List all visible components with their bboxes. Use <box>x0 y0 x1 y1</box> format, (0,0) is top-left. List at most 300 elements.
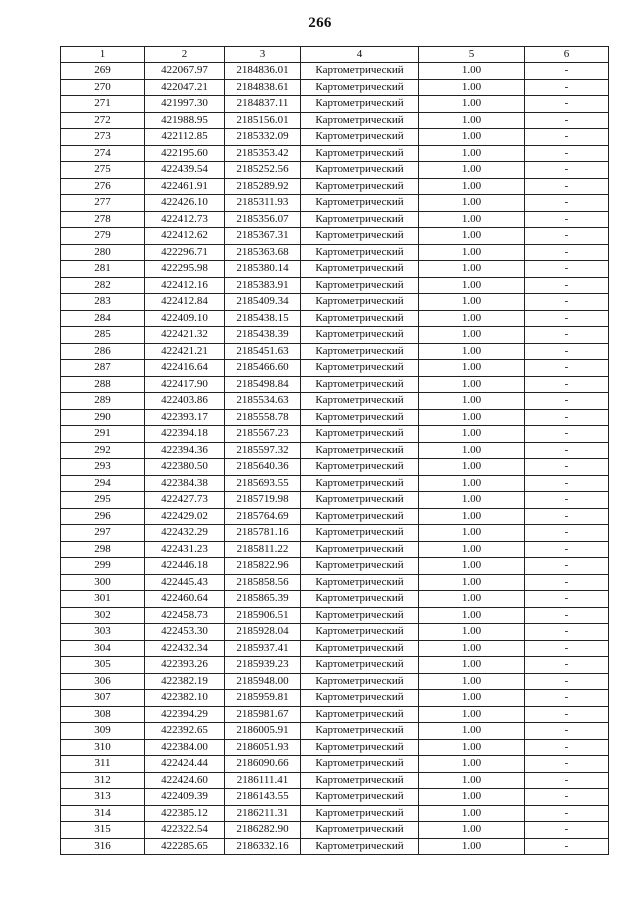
point-number-cell: 297 <box>61 525 145 542</box>
table-row <box>61 211 609 228</box>
method-cell: Картометрический <box>301 376 419 393</box>
x-coordinate-cell: 422439.54 <box>145 162 225 179</box>
point-number-cell: 299 <box>61 558 145 575</box>
x-coordinate-cell: 422385.12 <box>145 805 225 822</box>
accuracy-cell: 1.00 <box>419 690 525 707</box>
coordinates-table <box>60 46 609 855</box>
accuracy-cell: 1.00 <box>419 145 525 162</box>
point-number-cell: 304 <box>61 640 145 657</box>
table-row <box>61 756 609 773</box>
point-number-cell: 278 <box>61 211 145 228</box>
note-cell: - <box>525 162 609 179</box>
point-number-cell: 284 <box>61 310 145 327</box>
accuracy-cell: 1.00 <box>419 607 525 624</box>
table-row <box>61 195 609 212</box>
method-cell: Картометрический <box>301 244 419 261</box>
note-cell: - <box>525 706 609 723</box>
table-row <box>61 63 609 80</box>
accuracy-cell: 1.00 <box>419 211 525 228</box>
table-row <box>61 541 609 558</box>
method-cell: Картометрический <box>301 426 419 443</box>
column-header: 4 <box>301 47 419 63</box>
table-row <box>61 393 609 410</box>
accuracy-cell: 1.00 <box>419 789 525 806</box>
note-cell: - <box>525 211 609 228</box>
note-cell: - <box>525 723 609 740</box>
y-coordinate-cell: 2184837.11 <box>225 96 301 113</box>
table-row <box>61 772 609 789</box>
note-cell: - <box>525 327 609 344</box>
accuracy-cell: 1.00 <box>419 393 525 410</box>
method-cell: Картометрический <box>301 789 419 806</box>
table-row <box>61 838 609 855</box>
point-number-cell: 269 <box>61 63 145 80</box>
note-cell: - <box>525 178 609 195</box>
method-cell: Картометрический <box>301 492 419 509</box>
table-row <box>61 591 609 608</box>
x-coordinate-cell: 422394.36 <box>145 442 225 459</box>
accuracy-cell: 1.00 <box>419 640 525 657</box>
y-coordinate-cell: 2186282.90 <box>225 822 301 839</box>
method-cell: Картометрический <box>301 211 419 228</box>
column-header: 5 <box>419 47 525 63</box>
x-coordinate-cell: 422112.85 <box>145 129 225 146</box>
method-cell: Картометрический <box>301 409 419 426</box>
method-cell: Картометрический <box>301 475 419 492</box>
table-row <box>61 360 609 377</box>
point-number-cell: 283 <box>61 294 145 311</box>
y-coordinate-cell: 2185939.23 <box>225 657 301 674</box>
x-coordinate-cell: 422432.34 <box>145 640 225 657</box>
y-coordinate-cell: 2185719.98 <box>225 492 301 509</box>
table-row <box>61 640 609 657</box>
point-number-cell: 288 <box>61 376 145 393</box>
point-number-cell: 313 <box>61 789 145 806</box>
note-cell: - <box>525 294 609 311</box>
method-cell: Картометрический <box>301 310 419 327</box>
method-cell: Картометрический <box>301 96 419 113</box>
method-cell: Картометрический <box>301 723 419 740</box>
y-coordinate-cell: 2185597.32 <box>225 442 301 459</box>
table-row <box>61 178 609 195</box>
accuracy-cell: 1.00 <box>419 79 525 96</box>
x-coordinate-cell: 422393.26 <box>145 657 225 674</box>
x-coordinate-cell: 422460.64 <box>145 591 225 608</box>
point-number-cell: 301 <box>61 591 145 608</box>
y-coordinate-cell: 2185311.93 <box>225 195 301 212</box>
note-cell: - <box>525 360 609 377</box>
y-coordinate-cell: 2185363.68 <box>225 244 301 261</box>
method-cell: Картометрический <box>301 508 419 525</box>
point-number-cell: 285 <box>61 327 145 344</box>
x-coordinate-cell: 422285.65 <box>145 838 225 855</box>
table-row <box>61 343 609 360</box>
point-number-cell: 311 <box>61 756 145 773</box>
method-cell: Картометрический <box>301 277 419 294</box>
y-coordinate-cell: 2185906.51 <box>225 607 301 624</box>
column-header: 1 <box>61 47 145 63</box>
accuracy-cell: 1.00 <box>419 244 525 261</box>
accuracy-cell: 1.00 <box>419 492 525 509</box>
table-row <box>61 525 609 542</box>
accuracy-cell: 1.00 <box>419 508 525 525</box>
y-coordinate-cell: 2186090.66 <box>225 756 301 773</box>
table-row <box>61 261 609 278</box>
point-number-cell: 310 <box>61 739 145 756</box>
method-cell: Картометрический <box>301 343 419 360</box>
note-cell: - <box>525 261 609 278</box>
accuracy-cell: 1.00 <box>419 558 525 575</box>
point-number-cell: 294 <box>61 475 145 492</box>
method-cell: Картометрический <box>301 624 419 641</box>
y-coordinate-cell: 2184836.01 <box>225 63 301 80</box>
y-coordinate-cell: 2185451.63 <box>225 343 301 360</box>
accuracy-cell: 1.00 <box>419 822 525 839</box>
method-cell: Картометрический <box>301 673 419 690</box>
accuracy-cell: 1.00 <box>419 673 525 690</box>
accuracy-cell: 1.00 <box>419 426 525 443</box>
point-number-cell: 298 <box>61 541 145 558</box>
point-number-cell: 280 <box>61 244 145 261</box>
x-coordinate-cell: 421988.95 <box>145 112 225 129</box>
accuracy-cell: 1.00 <box>419 96 525 113</box>
y-coordinate-cell: 2185534.63 <box>225 393 301 410</box>
accuracy-cell: 1.00 <box>419 310 525 327</box>
table-row <box>61 657 609 674</box>
table-body <box>61 63 609 855</box>
note-cell: - <box>525 756 609 773</box>
x-coordinate-cell: 422296.71 <box>145 244 225 261</box>
point-number-cell: 306 <box>61 673 145 690</box>
point-number-cell: 282 <box>61 277 145 294</box>
point-number-cell: 287 <box>61 360 145 377</box>
x-coordinate-cell: 422446.18 <box>145 558 225 575</box>
column-header: 6 <box>525 47 609 63</box>
note-cell: - <box>525 772 609 789</box>
table-row <box>61 277 609 294</box>
y-coordinate-cell: 2185937.41 <box>225 640 301 657</box>
method-cell: Картометрический <box>301 690 419 707</box>
note-cell: - <box>525 607 609 624</box>
table-row <box>61 475 609 492</box>
table-row <box>61 145 609 162</box>
y-coordinate-cell: 2186111.41 <box>225 772 301 789</box>
table-row <box>61 244 609 261</box>
table-row <box>61 690 609 707</box>
note-cell: - <box>525 673 609 690</box>
x-coordinate-cell: 422424.60 <box>145 772 225 789</box>
point-number-cell: 274 <box>61 145 145 162</box>
accuracy-cell: 1.00 <box>419 475 525 492</box>
x-coordinate-cell: 422409.10 <box>145 310 225 327</box>
method-cell: Картометрический <box>301 393 419 410</box>
accuracy-cell: 1.00 <box>419 756 525 773</box>
point-number-cell: 281 <box>61 261 145 278</box>
x-coordinate-cell: 422403.86 <box>145 393 225 410</box>
point-number-cell: 295 <box>61 492 145 509</box>
point-number-cell: 308 <box>61 706 145 723</box>
y-coordinate-cell: 2185367.31 <box>225 228 301 245</box>
accuracy-cell: 1.00 <box>419 624 525 641</box>
y-coordinate-cell: 2185438.39 <box>225 327 301 344</box>
x-coordinate-cell: 422458.73 <box>145 607 225 624</box>
y-coordinate-cell: 2185558.78 <box>225 409 301 426</box>
method-cell: Картометрический <box>301 541 419 558</box>
point-number-cell: 307 <box>61 690 145 707</box>
note-cell: - <box>525 96 609 113</box>
table-row <box>61 805 609 822</box>
x-coordinate-cell: 422412.84 <box>145 294 225 311</box>
point-number-cell: 302 <box>61 607 145 624</box>
accuracy-cell: 1.00 <box>419 541 525 558</box>
point-number-cell: 316 <box>61 838 145 855</box>
note-cell: - <box>525 79 609 96</box>
accuracy-cell: 1.00 <box>419 178 525 195</box>
note-cell: - <box>525 739 609 756</box>
note-cell: - <box>525 574 609 591</box>
y-coordinate-cell: 2186051.93 <box>225 739 301 756</box>
accuracy-cell: 1.00 <box>419 739 525 756</box>
note-cell: - <box>525 228 609 245</box>
accuracy-cell: 1.00 <box>419 343 525 360</box>
point-number-cell: 309 <box>61 723 145 740</box>
note-cell: - <box>525 624 609 641</box>
y-coordinate-cell: 2185981.67 <box>225 706 301 723</box>
table-row <box>61 492 609 509</box>
note-cell: - <box>525 426 609 443</box>
table-row <box>61 376 609 393</box>
note-cell: - <box>525 822 609 839</box>
y-coordinate-cell: 2185383.91 <box>225 277 301 294</box>
x-coordinate-cell: 422431.23 <box>145 541 225 558</box>
x-coordinate-cell: 422424.44 <box>145 756 225 773</box>
table-row <box>61 574 609 591</box>
y-coordinate-cell: 2185959.81 <box>225 690 301 707</box>
y-coordinate-cell: 2186143.55 <box>225 789 301 806</box>
table-row <box>61 96 609 113</box>
table-row <box>61 723 609 740</box>
method-cell: Картометрический <box>301 822 419 839</box>
x-coordinate-cell: 422416.64 <box>145 360 225 377</box>
method-cell: Картометрический <box>301 706 419 723</box>
accuracy-cell: 1.00 <box>419 228 525 245</box>
table-row <box>61 426 609 443</box>
note-cell: - <box>525 640 609 657</box>
y-coordinate-cell: 2185252.56 <box>225 162 301 179</box>
method-cell: Картометрический <box>301 63 419 80</box>
y-coordinate-cell: 2185781.16 <box>225 525 301 542</box>
note-cell: - <box>525 145 609 162</box>
method-cell: Картометрический <box>301 657 419 674</box>
table-row <box>61 739 609 756</box>
y-coordinate-cell: 2185466.60 <box>225 360 301 377</box>
note-cell: - <box>525 492 609 509</box>
y-coordinate-cell: 2186005.91 <box>225 723 301 740</box>
accuracy-cell: 1.00 <box>419 459 525 476</box>
x-coordinate-cell: 421997.30 <box>145 96 225 113</box>
table-row <box>61 558 609 575</box>
x-coordinate-cell: 422453.30 <box>145 624 225 641</box>
table-row <box>61 673 609 690</box>
table-row <box>61 607 609 624</box>
x-coordinate-cell: 422047.21 <box>145 79 225 96</box>
x-coordinate-cell: 422412.16 <box>145 277 225 294</box>
x-coordinate-cell: 422421.32 <box>145 327 225 344</box>
method-cell: Картометрический <box>301 459 419 476</box>
accuracy-cell: 1.00 <box>419 195 525 212</box>
y-coordinate-cell: 2185438.15 <box>225 310 301 327</box>
method-cell: Картометрический <box>301 805 419 822</box>
x-coordinate-cell: 422322.54 <box>145 822 225 839</box>
y-coordinate-cell: 2185332.09 <box>225 129 301 146</box>
note-cell: - <box>525 442 609 459</box>
table-row <box>61 294 609 311</box>
y-coordinate-cell: 2185356.07 <box>225 211 301 228</box>
x-coordinate-cell: 422195.60 <box>145 145 225 162</box>
note-cell: - <box>525 376 609 393</box>
x-coordinate-cell: 422426.10 <box>145 195 225 212</box>
x-coordinate-cell: 422392.65 <box>145 723 225 740</box>
point-number-cell: 279 <box>61 228 145 245</box>
note-cell: - <box>525 195 609 212</box>
note-cell: - <box>525 690 609 707</box>
method-cell: Картометрический <box>301 525 419 542</box>
note-cell: - <box>525 508 609 525</box>
method-cell: Картометрический <box>301 261 419 278</box>
point-number-cell: 293 <box>61 459 145 476</box>
y-coordinate-cell: 2185928.04 <box>225 624 301 641</box>
point-number-cell: 312 <box>61 772 145 789</box>
note-cell: - <box>525 409 609 426</box>
table-row <box>61 459 609 476</box>
x-coordinate-cell: 422409.39 <box>145 789 225 806</box>
y-coordinate-cell: 2185764.69 <box>225 508 301 525</box>
y-coordinate-cell: 2185409.34 <box>225 294 301 311</box>
x-coordinate-cell: 422384.38 <box>145 475 225 492</box>
accuracy-cell: 1.00 <box>419 261 525 278</box>
x-coordinate-cell: 422417.90 <box>145 376 225 393</box>
table-row <box>61 129 609 146</box>
note-cell: - <box>525 838 609 855</box>
x-coordinate-cell: 422382.10 <box>145 690 225 707</box>
accuracy-cell: 1.00 <box>419 838 525 855</box>
y-coordinate-cell: 2185858.56 <box>225 574 301 591</box>
x-coordinate-cell: 422412.62 <box>145 228 225 245</box>
point-number-cell: 305 <box>61 657 145 674</box>
x-coordinate-cell: 422412.73 <box>145 211 225 228</box>
note-cell: - <box>525 657 609 674</box>
point-number-cell: 276 <box>61 178 145 195</box>
accuracy-cell: 1.00 <box>419 772 525 789</box>
x-coordinate-cell: 422393.17 <box>145 409 225 426</box>
table-row <box>61 228 609 245</box>
note-cell: - <box>525 525 609 542</box>
y-coordinate-cell: 2185811.22 <box>225 541 301 558</box>
table-row <box>61 822 609 839</box>
method-cell: Картометрический <box>301 112 419 129</box>
method-cell: Картометрический <box>301 442 419 459</box>
table-row <box>61 79 609 96</box>
x-coordinate-cell: 422394.18 <box>145 426 225 443</box>
method-cell: Картометрический <box>301 129 419 146</box>
y-coordinate-cell: 2185567.23 <box>225 426 301 443</box>
header-row <box>61 47 609 63</box>
table-row <box>61 508 609 525</box>
accuracy-cell: 1.00 <box>419 129 525 146</box>
method-cell: Картометрический <box>301 79 419 96</box>
y-coordinate-cell: 2185353.42 <box>225 145 301 162</box>
point-number-cell: 270 <box>61 79 145 96</box>
x-coordinate-cell: 422382.19 <box>145 673 225 690</box>
accuracy-cell: 1.00 <box>419 574 525 591</box>
accuracy-cell: 1.00 <box>419 63 525 80</box>
y-coordinate-cell: 2185948.00 <box>225 673 301 690</box>
y-coordinate-cell: 2185822.96 <box>225 558 301 575</box>
accuracy-cell: 1.00 <box>419 327 525 344</box>
point-number-cell: 315 <box>61 822 145 839</box>
method-cell: Картометрический <box>301 145 419 162</box>
accuracy-cell: 1.00 <box>419 706 525 723</box>
method-cell: Картометрический <box>301 739 419 756</box>
y-coordinate-cell: 2185289.92 <box>225 178 301 195</box>
note-cell: - <box>525 310 609 327</box>
table-header <box>61 47 609 63</box>
accuracy-cell: 1.00 <box>419 376 525 393</box>
note-cell: - <box>525 343 609 360</box>
table-row <box>61 409 609 426</box>
point-number-cell: 289 <box>61 393 145 410</box>
accuracy-cell: 1.00 <box>419 409 525 426</box>
table-row <box>61 706 609 723</box>
x-coordinate-cell: 422384.00 <box>145 739 225 756</box>
note-cell: - <box>525 459 609 476</box>
x-coordinate-cell: 422432.29 <box>145 525 225 542</box>
table-row <box>61 789 609 806</box>
accuracy-cell: 1.00 <box>419 657 525 674</box>
y-coordinate-cell: 2184838.61 <box>225 79 301 96</box>
page-number: 266 <box>308 15 332 31</box>
y-coordinate-cell: 2186332.16 <box>225 838 301 855</box>
method-cell: Картометрический <box>301 327 419 344</box>
method-cell: Картометрический <box>301 162 419 179</box>
note-cell: - <box>525 112 609 129</box>
table-row <box>61 310 609 327</box>
method-cell: Картометрический <box>301 294 419 311</box>
accuracy-cell: 1.00 <box>419 360 525 377</box>
note-cell: - <box>525 244 609 261</box>
point-number-cell: 286 <box>61 343 145 360</box>
accuracy-cell: 1.00 <box>419 294 525 311</box>
x-coordinate-cell: 422461.91 <box>145 178 225 195</box>
point-number-cell: 303 <box>61 624 145 641</box>
x-coordinate-cell: 422421.21 <box>145 343 225 360</box>
accuracy-cell: 1.00 <box>419 591 525 608</box>
accuracy-cell: 1.00 <box>419 805 525 822</box>
point-number-cell: 314 <box>61 805 145 822</box>
point-number-cell: 273 <box>61 129 145 146</box>
point-number-cell: 290 <box>61 409 145 426</box>
y-coordinate-cell: 2185640.36 <box>225 459 301 476</box>
note-cell: - <box>525 277 609 294</box>
method-cell: Картометрический <box>301 591 419 608</box>
point-number-cell: 296 <box>61 508 145 525</box>
x-coordinate-cell: 422067.97 <box>145 63 225 80</box>
method-cell: Картометрический <box>301 195 419 212</box>
method-cell: Картометрический <box>301 360 419 377</box>
note-cell: - <box>525 591 609 608</box>
x-coordinate-cell: 422427.73 <box>145 492 225 509</box>
accuracy-cell: 1.00 <box>419 162 525 179</box>
